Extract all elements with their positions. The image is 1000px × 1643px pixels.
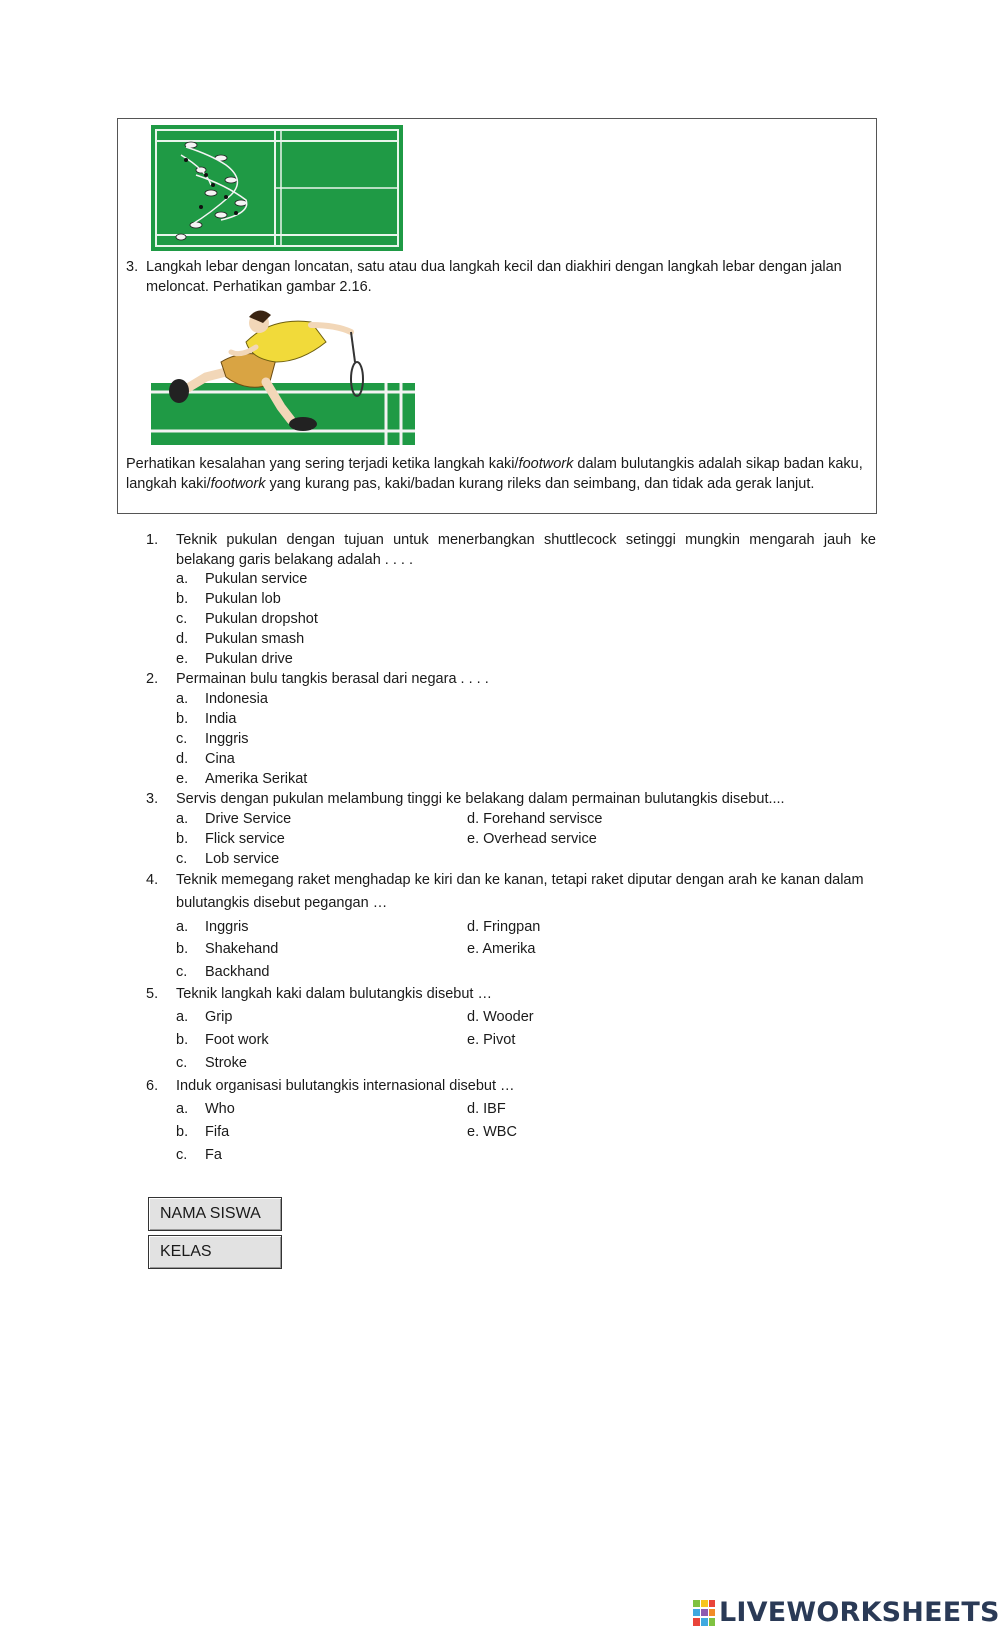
question-3 (146, 789, 876, 809)
option-6e[interactable]: e. WBC (467, 1124, 517, 1140)
class-field[interactable]: KELAS (148, 1235, 282, 1269)
question-4 (146, 869, 876, 915)
option-letter: b. (176, 591, 189, 607)
info-item-3-text: Langkah lebar dengan loncatan, satu atau dua langkah kecil dan diakhiri dengan langkah lebar dengan jalan meloncat. Perhatikan gambar 2.16. (146, 259, 842, 295)
option-5e[interactable]: e. Pivot (467, 1032, 516, 1048)
option-text: Indonesia (205, 691, 268, 707)
option-text: Drive Service (205, 811, 292, 827)
option-text: Inggris (205, 919, 249, 935)
option-5d[interactable]: d. Wooder (467, 1009, 534, 1025)
info-note-italic-2: footwork (210, 476, 266, 492)
option-text: Stroke (205, 1055, 247, 1071)
liveworksheets-logo (692, 1598, 1000, 1628)
question-number: 6. (146, 1078, 159, 1094)
info-note-part-3: yang kurang pas, kaki/badan kurang rileks dan seimbang, dan tidak ada gerak lanjut. (265, 476, 815, 492)
option-text: Pukulan dropshot (205, 611, 318, 627)
question-number: 1. (146, 532, 159, 548)
option-letter: e. (176, 771, 189, 787)
option-letter: b. (176, 941, 189, 957)
question-text: Teknik memegang raket menghadap ke kiri dan ke kanan, tetapi raket diputar dengan arah ke kanan dalam bulutangkis disebut pegangan … (176, 872, 864, 911)
option-3d[interactable]: d. Forehand servisce (467, 811, 603, 827)
option-letter: d. (176, 631, 189, 647)
option-text: India (205, 711, 237, 727)
option-letter: b. (176, 1032, 189, 1048)
question-number: 5. (146, 986, 159, 1002)
option-text: Shakehand (205, 941, 279, 957)
student-name-field[interactable]: NAMA SISWA (148, 1197, 282, 1231)
badminton-player-image (151, 307, 415, 445)
liveworksheets-logo-text: LIVEWORKSHEETS (719, 1597, 1000, 1628)
option-text: Fa (205, 1147, 222, 1163)
option-text: Pukulan drive (205, 651, 293, 667)
question-number: 3. (146, 791, 159, 807)
question-text: Teknik langkah kaki dalam bulutangkis disebut … (176, 986, 492, 1002)
option-letter: c. (176, 1055, 188, 1071)
option-letter: c. (176, 1147, 188, 1163)
question-number: 4. (146, 872, 159, 888)
option-letter: a. (176, 1009, 189, 1025)
liveworksheets-logo-icon (692, 1599, 716, 1627)
court-footwork-image (151, 125, 403, 251)
option-letter: a. (176, 691, 189, 707)
option-letter: c. (176, 611, 188, 627)
info-note-part-1: Perhatikan kesalahan yang sering terjadi ketika langkah kaki/ (126, 456, 519, 472)
option-letter: c. (176, 964, 188, 980)
option-6d[interactable]: d. IBF (467, 1101, 506, 1117)
option-text: Grip (205, 1009, 233, 1025)
option-text: Who (205, 1101, 235, 1117)
info-item-3-number: 3. (126, 259, 139, 275)
question-text: Servis dengan pukulan melambung tinggi ke belakang dalam permainan bulutangkis disebut.... (176, 791, 785, 807)
option-text: Flick service (205, 831, 285, 847)
question-6 (146, 1076, 876, 1096)
option-text: Fifa (205, 1124, 230, 1140)
option-letter: a. (176, 1101, 189, 1117)
option-letter: c. (176, 851, 188, 867)
option-letter: b. (176, 711, 189, 727)
question-text: Permainan bulu tangkis berasal dari negara . . . . (176, 671, 489, 687)
option-letter: b. (176, 831, 189, 847)
info-note-part-2: dalam bulutangkis adalah sikap badan kaku, langkah kaki/ (126, 456, 863, 492)
option-text: Pukulan service (205, 571, 308, 587)
question-1 (146, 530, 876, 570)
option-letter: b. (176, 1124, 189, 1140)
option-letter: d. (176, 751, 189, 767)
option-4e[interactable]: e. Amerika (467, 941, 536, 957)
question-5 (146, 984, 876, 1004)
option-letter: a. (176, 919, 189, 935)
option-letter: a. (176, 571, 189, 587)
option-text: Lob service (205, 851, 280, 867)
info-note-italic-1: footwork (518, 456, 574, 472)
info-note (126, 454, 866, 494)
option-text: Foot work (205, 1032, 269, 1048)
option-text: Pukulan lob (205, 591, 281, 607)
option-text: Amerika Serikat (205, 771, 308, 787)
question-text: Teknik pukulan dengan tujuan untuk menerbangkan shuttlecock setinggi mungkin mengarah jauh ke belakang garis belakang adalah . . . . (176, 532, 876, 568)
option-4d[interactable]: d. Fringpan (467, 919, 541, 935)
option-text: Pukulan smash (205, 631, 305, 647)
question-number: 2. (146, 671, 159, 687)
option-letter: e. (176, 651, 189, 667)
option-letter: c. (176, 731, 188, 747)
option-text: Cina (205, 751, 235, 767)
info-item-3 (126, 257, 866, 297)
option-text: Backhand (205, 964, 270, 980)
option-3e[interactable]: e. Overhead service (467, 831, 597, 847)
question-2 (146, 669, 876, 689)
option-text: Inggris (205, 731, 249, 747)
option-letter: a. (176, 811, 189, 827)
question-text: Induk organisasi bulutangkis internasional disebut … (176, 1078, 515, 1094)
